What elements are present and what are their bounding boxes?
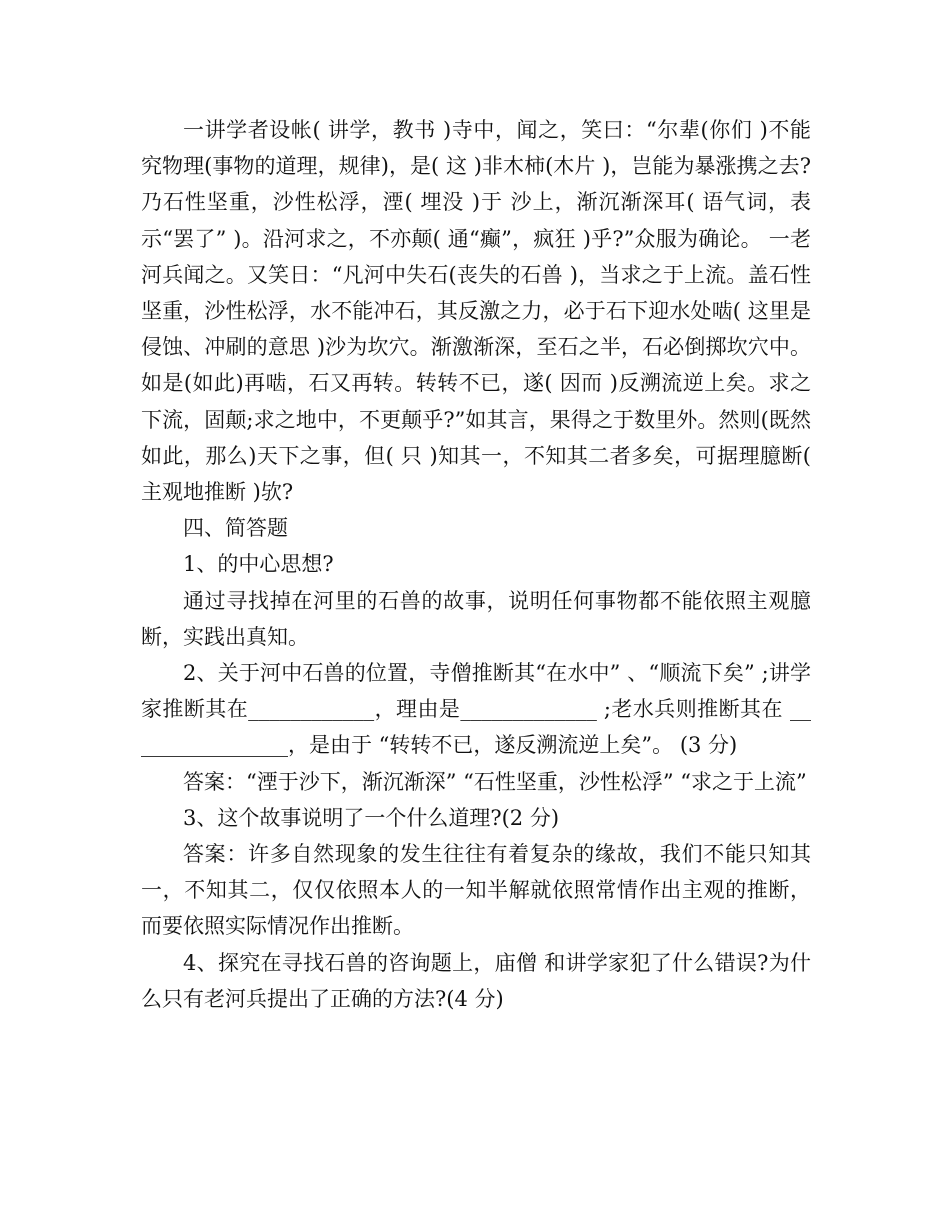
- question-2: 2、关于河中石兽的位置，寺僧推断其“在水中” 、“顺流下矣” ;讲学家推断其在____________，理由是_____________ ;老水兵则推断其在 ________________，是由于 “转转不已，遂反溯流逆上矣”。 (3 分): [141, 661, 811, 758]
- document-page: [141, 112, 811, 1017]
- answer-2: 答案：“湮于沙下，渐沉渐深” “石性坚重，沙性松浮” “求之于上流”: [183, 769, 807, 794]
- question-1: 1、的中心思想?: [183, 552, 334, 577]
- answer-3: 答案：许多自然现象的发生往往有着复杂的缘故，我们不能只知其一，不知其二，仅仅依照本人的一知半解就依照常情作出主观的推断，而要依照实际情况作出推断。: [141, 842, 811, 939]
- answer-1: 通过寻找掉在河里的石兽的故事，说明任何事物都不能依照主观臆断，实践出真知。: [141, 588, 811, 649]
- question-3: 3、这个故事说明了一个什么道理?(2 分): [183, 805, 560, 830]
- section-heading: 四、简答题: [183, 516, 288, 541]
- question-4: 4、探究在寻找石兽的咨询题上，庙僧 和讲学家犯了什么错误?为什么只有老河兵提出了正确的方法?(4 分): [141, 950, 811, 1011]
- passage-paragraph: 一讲学者设帐( 讲学，教书 )寺中，闻之，笑曰：“尔辈(你们 )不能究物理(事物的道理，规律)，是( 这 )非木柿(木片 )，岂能为暴涨携之去?乃石性坚重，沙性松浮，湮( 埋没 )于 沙上，渐沉渐深耳( 语气词，表示“罢了” )。沿河求之，不亦颠( 通“癫”，疯狂 )乎?”众服为确论。 一老河兵闻之。又笑日：“凡河中失石(丧失的石兽 )，当求之于上流。盖石性坚重，沙性松浮，水不能冲石，其反激之力，必于石下迎水处啮( 这里是侵蚀、冲刷的意思 )沙为坎穴。渐激渐深，至石之半，石必倒掷坎穴中。如是(如此)再啮，石又再转。转转不已，遂( 因而 )反溯流逆上矣。求之下流，固颠;求之地中，不更颠乎?”如其言，果得之于数里外。然则(既然如此，那么)天下之事，但( 只 )知其一，不知其二者多矣，可据理臆断( 主观地推断 )欤?: [141, 118, 811, 505]
